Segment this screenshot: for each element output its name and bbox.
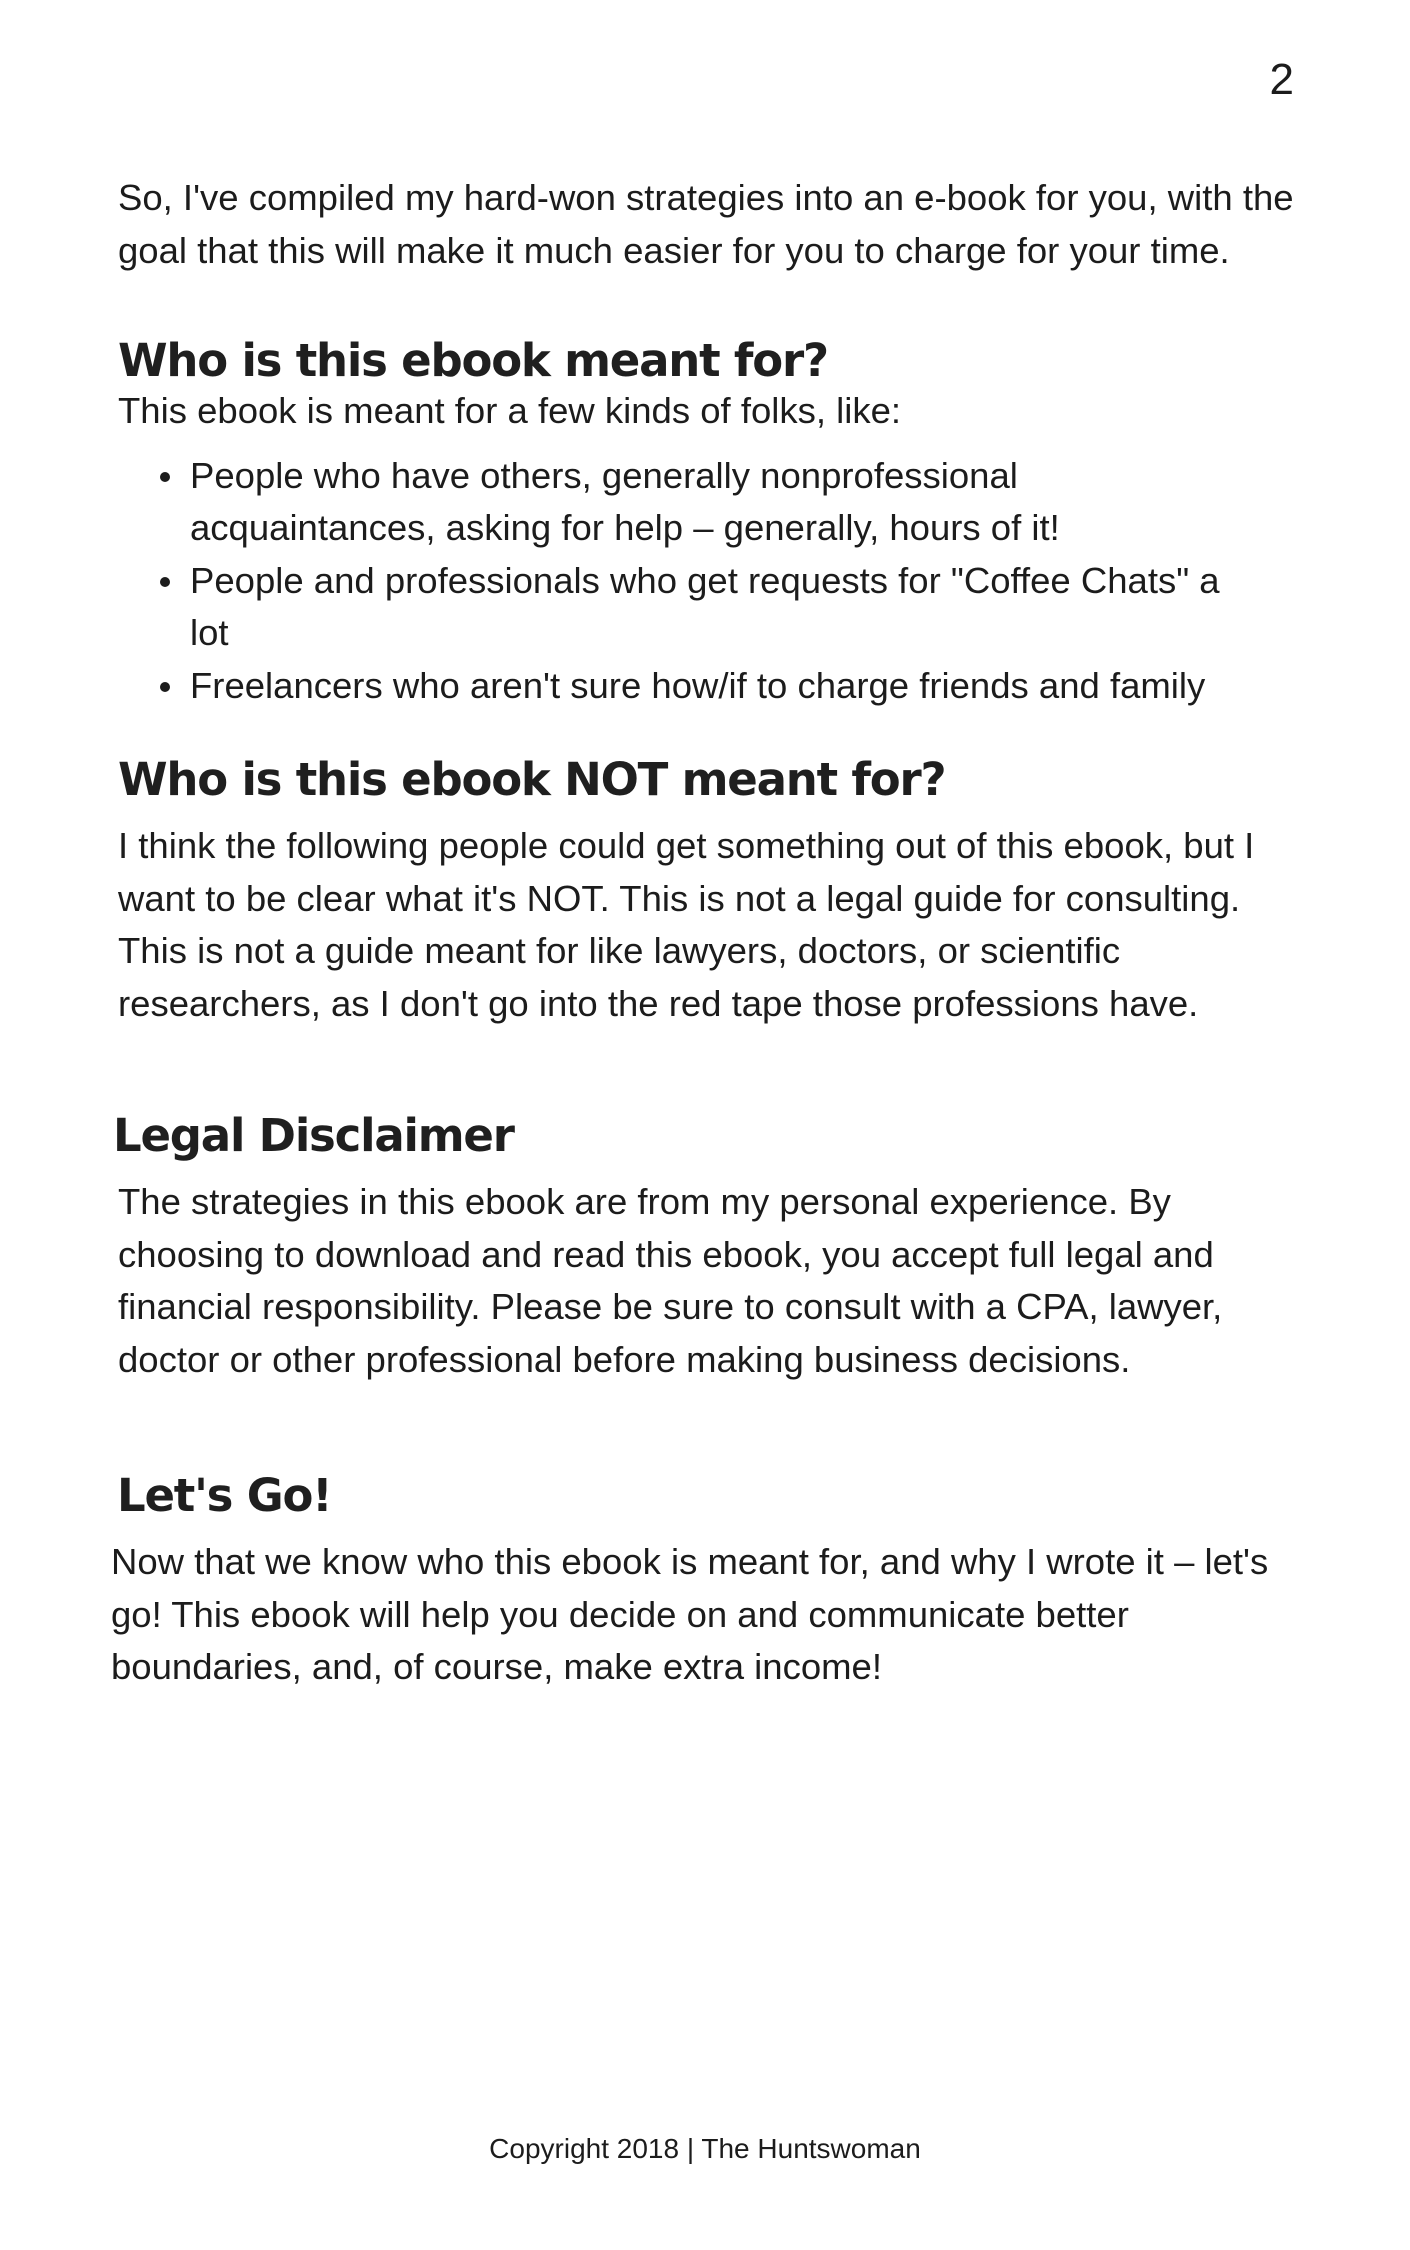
- section-heading-lets-go: Let's Go!: [117, 1469, 332, 1522]
- section-heading-not-for: Who is this ebook NOT meant for?: [118, 753, 946, 806]
- intro-paragraph: So, I've compiled my hard-won strategies into an e-book for you, with the goal that this will make it much easier for you to charge for your time.: [118, 177, 1294, 271]
- section-heading-who-for: Who is this ebook meant for?: [118, 334, 828, 387]
- bullet-item: Freelancers who aren't sure how/if to charge friends and family: [190, 660, 1260, 713]
- who-for-paragraph: This ebook is meant for a few kinds of folks, like:: [118, 390, 902, 431]
- bullet-item: People who have others, generally nonprofessional acquaintances, asking for help – generally, hours of it!: [190, 450, 1260, 555]
- page-number: 2: [1269, 55, 1294, 104]
- who-for-bullet-list: [118, 450, 1260, 713]
- lets-go-paragraph: Now that we know who this ebook is meant for, and why I wrote it – let's go! This ebook will help you decide on and communicate better boundaries, and, of course, make extra income!: [111, 1541, 1269, 1687]
- section-heading-legal-disclaimer: Legal Disclaimer: [113, 1109, 514, 1162]
- bullet-item: People and professionals who get requests for "Coffee Chats" a lot: [190, 555, 1260, 660]
- page-content: [111, 172, 1318, 1694]
- footer-copyright: Copyright 2018 | The Huntswoman: [489, 2133, 921, 2164]
- legal-disclaimer-paragraph: The strategies in this ebook are from my personal experience. By choosing to download and read this ebook, you accept full legal and financial responsibility. Please be sure to consult with a CPA, lawyer, doctor or other professional before making business decisions.: [118, 1181, 1223, 1380]
- not-for-paragraph: I think the following people could get something out of this ebook, but I want to be clear what it's NOT. This is not a legal guide for consulting. This is not a guide meant for like lawyers, doctors, or scientific researchers, as I don't go into the red tape those professions have.: [118, 825, 1255, 1024]
